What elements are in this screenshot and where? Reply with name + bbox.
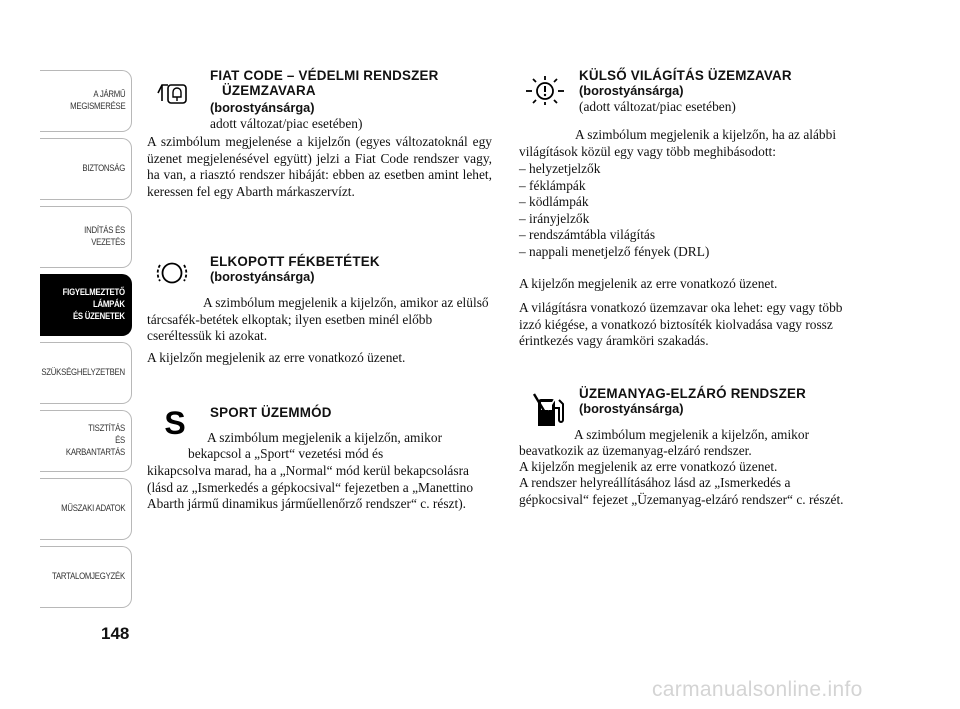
list-item: – rendszámtábla világítás — [519, 227, 656, 243]
fiat-code-title-2: ÜZEMZAVARA — [222, 83, 316, 98]
tab-technical-data[interactable] — [40, 478, 132, 540]
fiat-code-body: A szimbólum megjelenése a kijelzőn (egyes változatoknál egy üzenet megjelenésével együtt) jelzi a Fiat Code rendszer vagy, ha van, a riasztó rendszer hibáját: ebben az esetben amint lehet, keressen fel egy Abarth márkaszervízt. — [147, 134, 492, 199]
brake-title: ELKOPOTT FÉKBETÉTEK — [210, 254, 380, 269]
worn-brake-pads-icon — [155, 258, 189, 288]
fuel-cutoff-icon — [528, 390, 568, 430]
chapter-tabs — [40, 70, 132, 614]
list-item: – irányjelzők — [519, 210, 590, 226]
sport-body-line2: bekapcsol a „Sport“ vezetési mód és — [188, 446, 384, 461]
tab-index[interactable] — [40, 546, 132, 608]
sport-body-rest: kikapcsolva marad, ha a „Normal“ mód kerül bekapcsolásra (lásd az „Ismerkedés a gépkocsival“ fejezetben a „Manettino Abarth jármű dinamikus járműellenőrző rendszer“ c. részt). — [147, 463, 474, 511]
fuel-title: ÜZEMANYAG-ELZÁRÓ RENDSZER — [579, 386, 806, 401]
lights-message: A kijelzőn megjelenik az erre vonatkozó üzenet. — [519, 276, 778, 291]
brake-body: A szimbólum megjelenik a kijelzőn, amikor az elülső tárcsafék-betétek elkoptak; ilyen esetben minél előbb cseréltessük ki azokat. — [147, 295, 489, 343]
key-lock-icon — [156, 79, 194, 107]
tab-label: FIGYELMEZTETŐ LÁMPÁK ÉS ÜZENETEK — [62, 287, 125, 322]
watermark: carmanualsonline.info — [652, 678, 863, 701]
sport-s-letter: S — [164, 406, 186, 438]
fuel-color: (borostyánsárga) — [579, 401, 684, 416]
list-item: – ködlámpák — [519, 194, 589, 210]
lights-title: KÜLSŐ VILÁGÍTÁS ÜZEMZAVAR — [579, 68, 792, 83]
fuel-message: A kijelzőn megjelenik az erre vonatkozó üzenet. — [519, 459, 778, 474]
lights-list — [519, 161, 864, 261]
tab-safety[interactable] — [40, 138, 132, 200]
tab-label: A JÁRMŰ MEGISMERÉSE — [69, 89, 125, 112]
tab-emergency[interactable] — [40, 342, 132, 404]
tab-label: MŰSZAKI ADATOK — [60, 503, 125, 514]
tab-label: TARTALOMJEGYZÉK — [52, 571, 125, 582]
fuel-body-2: beavatkozik az üzemanyag-elzáró rendszer. — [519, 443, 752, 458]
lights-body: A szimbólum megjelenik a kijelzőn, ha az alábbi világítások közül egy vagy több meghibásodott: — [519, 127, 837, 159]
fiat-code-color: (borostyánsárga) — [210, 100, 315, 115]
tab-label: TISZTÍTÁS ÉS KARBANTARTÁS — [65, 423, 125, 458]
lights-color: (borostyánsárga) — [579, 83, 684, 98]
sport-body-line1: A szimbólum megjelenik a kijelzőn, amikor — [207, 430, 443, 445]
tab-label: INDÍTÁS ÉS VEZETÉS — [84, 225, 125, 248]
sport-title: SPORT ÜZEMMÓD — [210, 405, 332, 420]
page-number: 148 — [101, 624, 130, 643]
tab-label: BIZTONSÁG — [82, 163, 125, 174]
tab-maintenance[interactable] — [40, 410, 132, 472]
fiat-code-title: FIAT CODE – VÉDELMI RENDSZER — [210, 68, 439, 83]
sport-s-icon — [160, 406, 190, 438]
tab-vehicle-overview[interactable] — [40, 70, 132, 132]
lights-variant: (adott változat/piac esetében) — [579, 99, 736, 114]
exterior-light-failure-icon — [524, 74, 566, 106]
list-item: – féklámpák — [519, 177, 586, 193]
lights-cause: A világításra vonatkozó üzemzavar oka lehet: egy vagy több izzó kiégése, a vonatkozó biztosíték kiolvadása vagy rossz érintkezés vagy áramköri szakadás. — [519, 300, 843, 348]
fiat-code-variant: adott változat/piac esetében) — [210, 116, 363, 131]
list-item: – helyzetjelzők — [519, 161, 601, 176]
brake-message: A kijelzőn megjelenik az erre vonatkozó üzenet. — [147, 350, 406, 365]
fuel-body-1: A szimbólum megjelenik a kijelzőn, amikor — [574, 427, 810, 442]
tab-starting-driving[interactable] — [40, 206, 132, 268]
fuel-reset: A rendszer helyreállításához lásd az „Ismerkedés a gépkocsival“ fejezet „Üzemanyag-elzáró rendszer“ c. részét. — [519, 475, 844, 507]
brake-color: (borostyánsárga) — [210, 269, 315, 284]
tab-warning-lights[interactable] — [40, 274, 132, 336]
tab-label: SZÜKSÉGHELYZETBEN — [41, 367, 125, 378]
list-item: – nappali menetjelző fények (DRL) — [519, 243, 710, 259]
